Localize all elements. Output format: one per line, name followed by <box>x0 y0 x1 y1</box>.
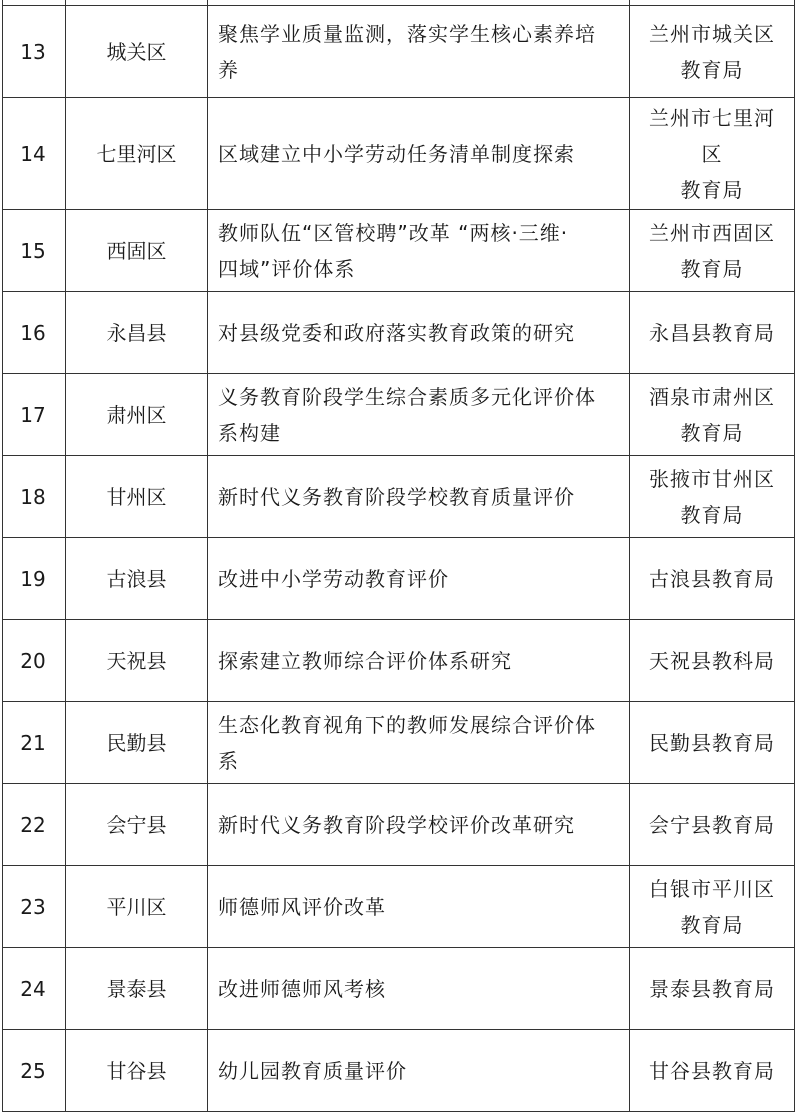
project-title: 对县级党委和政府落实教育政策的研究 <box>208 292 630 374</box>
table-row <box>3 292 795 374</box>
responsible-unit: 白银市平川区 教育局 <box>630 866 795 948</box>
region-name: 西固区 <box>66 210 208 292</box>
responsible-unit: 酒泉市肃州区 教育局 <box>630 374 795 456</box>
responsible-unit: 景泰县教育局 <box>630 948 795 1030</box>
responsible-unit: 古浪县教育局 <box>630 538 795 620</box>
project-title: 新时代义务教育阶段学校评价改革研究 <box>208 784 630 866</box>
table-row <box>3 98 795 210</box>
region-name: 景泰县 <box>66 948 208 1030</box>
project-title: 新时代义务教育阶段学校教育质量评价 <box>208 456 630 538</box>
table-row <box>3 6 795 98</box>
responsible-unit: 永昌县教育局 <box>630 292 795 374</box>
row-number: 18 <box>3 456 66 538</box>
row-number: 13 <box>3 6 66 98</box>
project-title: 区域建立中小学劳动任务清单制度探索 <box>208 98 630 210</box>
responsible-unit: 甘谷县教育局 <box>630 1030 795 1112</box>
region-name: 七里河区 <box>66 98 208 210</box>
responsible-unit: 张掖市甘州区 教育局 <box>630 456 795 538</box>
region-name: 民勤县 <box>66 702 208 784</box>
project-title: 师德师风评价改革 <box>208 866 630 948</box>
responsible-unit: 兰州市城关区 教育局 <box>630 6 795 98</box>
responsible-unit: 兰州市七里河 区 教育局 <box>630 98 795 210</box>
row-number: 17 <box>3 374 66 456</box>
responsible-unit: 天祝县教科局 <box>630 620 795 702</box>
table-row <box>3 374 795 456</box>
project-title: 聚焦学业质量监测，落实学生核心素养培 养 <box>208 6 630 98</box>
row-number: 24 <box>3 948 66 1030</box>
region-name: 平川区 <box>66 866 208 948</box>
region-name: 天祝县 <box>66 620 208 702</box>
row-number: 23 <box>3 866 66 948</box>
table-row <box>3 948 795 1030</box>
row-number: 20 <box>3 620 66 702</box>
project-title: 改进师德师风考核 <box>208 948 630 1030</box>
row-number: 16 <box>3 292 66 374</box>
table-row <box>3 620 795 702</box>
project-title: 义务教育阶段学生综合素质多元化评价体 系构建 <box>208 374 630 456</box>
project-table <box>2 0 795 1112</box>
row-number: 25 <box>3 1030 66 1112</box>
table-row <box>3 702 795 784</box>
project-title: 幼儿园教育质量评价 <box>208 1030 630 1112</box>
row-number: 14 <box>3 98 66 210</box>
table-row <box>3 456 795 538</box>
project-title: 探索建立教师综合评价体系研究 <box>208 620 630 702</box>
responsible-unit: 民勤县教育局 <box>630 702 795 784</box>
region-name: 古浪县 <box>66 538 208 620</box>
responsible-unit: 兰州市西固区 教育局 <box>630 210 795 292</box>
row-number: 21 <box>3 702 66 784</box>
row-number: 19 <box>3 538 66 620</box>
region-name: 肃州区 <box>66 374 208 456</box>
region-name: 会宁县 <box>66 784 208 866</box>
table-row <box>3 784 795 866</box>
responsible-unit: 会宁县教育局 <box>630 784 795 866</box>
region-name: 永昌县 <box>66 292 208 374</box>
table-body <box>3 0 795 1112</box>
project-title: 生态化教育视角下的教师发展综合评价体 系 <box>208 702 630 784</box>
table-row <box>3 866 795 948</box>
project-title: 教师队伍“区管校聘”改革 “两核·三维· 四域”评价体系 <box>208 210 630 292</box>
row-number: 22 <box>3 784 66 866</box>
table-row <box>3 210 795 292</box>
project-title: 改进中小学劳动教育评价 <box>208 538 630 620</box>
region-name: 城关区 <box>66 6 208 98</box>
row-number: 15 <box>3 210 66 292</box>
region-name: 甘谷县 <box>66 1030 208 1112</box>
region-name: 甘州区 <box>66 456 208 538</box>
table-row <box>3 538 795 620</box>
table-row <box>3 1030 795 1112</box>
